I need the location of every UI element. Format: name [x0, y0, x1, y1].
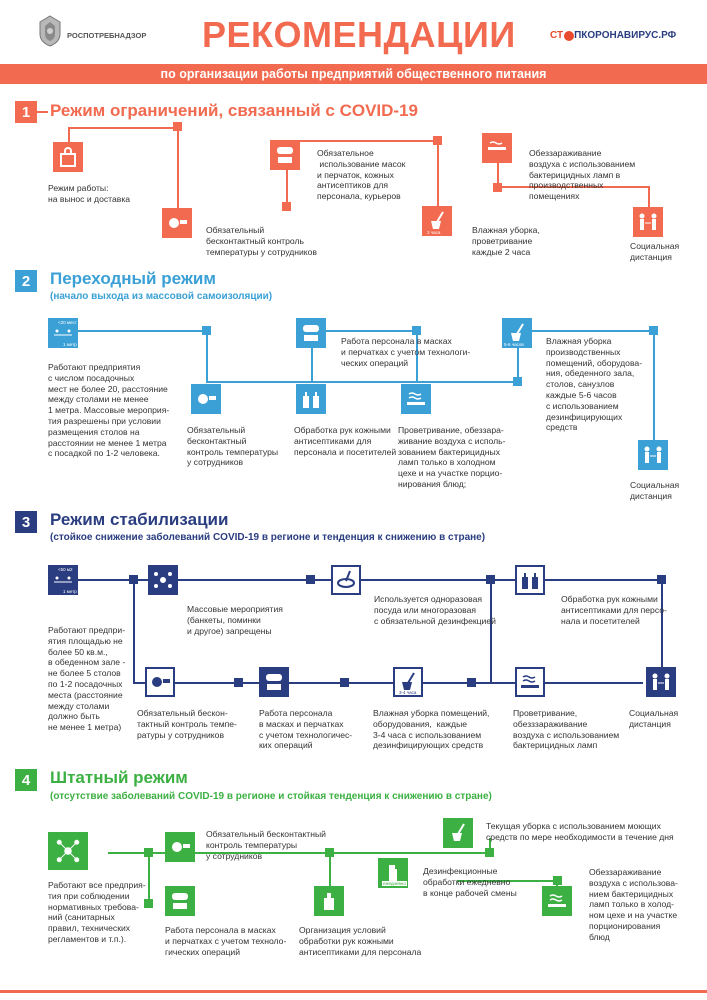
mask-gloves-icon: [270, 140, 300, 170]
text-masks: Работа персонала в масках и перчатках с учетом техноло- гических операций: [165, 925, 287, 957]
virus-icon: [564, 31, 574, 41]
divider: [37, 111, 48, 113]
section-number: 3: [15, 511, 37, 533]
text-wet-cleaning: Влажная уборка производственных помещений, оборудова- ния, обеденного зала, столов, санузлов каждые 5-6 часов с использованием дезинфицирующих средств: [546, 336, 643, 433]
text-temperature: Обязательный бескон- тактный контроль темпе- ратуры у сотрудников: [137, 708, 237, 740]
node: [485, 848, 494, 857]
text-work-mode: Режим работы: на вынос и доставка: [48, 183, 131, 204]
node: [553, 876, 562, 885]
uv-lamp-icon: [542, 886, 572, 916]
thermometer-icon: [145, 667, 175, 697]
node: [493, 183, 502, 192]
dishes-icon: [331, 565, 361, 595]
text-air: Обеззараживание воздуха с использованием бактерицидных ламп в производственных помещениях: [529, 148, 636, 202]
connector: [311, 330, 417, 332]
uv-lamp-icon: [482, 133, 512, 163]
subtitle-banner: [0, 64, 707, 84]
section-subtitle: (отсутствие заболеваний COVID-19 в регионе и стойкая тенденция к снижению в стране): [50, 791, 492, 802]
uv-lamp-icon: [401, 384, 431, 414]
text-dishes: Используется одноразовая посуда или многоразовая с обязательной дезинфекцией: [374, 594, 496, 626]
node: [340, 678, 349, 687]
icon-label: 3-4 часа: [399, 690, 417, 695]
social-distance-icon: [633, 207, 663, 237]
node: [657, 575, 666, 584]
node: [649, 326, 658, 335]
icon-label: <50 м2: [58, 567, 73, 572]
node: [282, 202, 291, 211]
sanitizer-icon: [296, 384, 326, 414]
text-air: Проветривание, обеззара- живание воздуха с исполь- зованием бактерицидных ламп только в холодном цехе и на участке порцио- нирования блюд;: [398, 425, 506, 489]
node: [234, 678, 243, 687]
text-events: Массовые мероприятия (банкеты, поминки и другое) запрещены: [187, 604, 283, 636]
thermometer-icon: [165, 832, 195, 862]
text-distance: Социальная дистанция: [629, 708, 679, 729]
text-current-cleaning: Текущая уборка с использованием моющих средств по мере необходимости в течение дня: [486, 821, 674, 842]
text-temperature: Обязательный бесконтактный контроль температуры у сотрудников: [206, 225, 317, 257]
node: [513, 377, 522, 386]
text-disinfection: Дезинфекционные обработки ежедневно в конце рабочей смены: [423, 866, 517, 898]
network-icon: [48, 832, 88, 870]
section-title: Режим стабилизации: [50, 510, 229, 529]
text-masks: Работа персонала в масках и перчатках с учетом технологи- ческих операций: [341, 336, 471, 368]
connector: [517, 330, 655, 332]
section-title: Переходный режим: [50, 269, 216, 288]
connector: [286, 140, 438, 142]
sanitizer-icon: [314, 886, 344, 916]
icon-label: ежедневно: [383, 881, 406, 886]
node: [202, 326, 211, 335]
text-hands: Обработка рук кожными антисептиками для персонала и посетителей: [294, 425, 397, 457]
text-hands: Организация условий обработки рук кожными антисептиками для персонала: [299, 925, 422, 957]
thermometer-icon: [191, 384, 221, 414]
text-air: Проветривание, обезззараживание воздуха с использованием бактерицидных ламп: [513, 708, 620, 751]
connector: [653, 330, 655, 440]
connector: [416, 381, 518, 383]
footer-line: [0, 990, 707, 993]
icon-label: 2 часа: [427, 230, 441, 235]
site-logo-pre: СТ: [550, 30, 564, 41]
icon-label: 1 метр: [63, 589, 77, 594]
mask-gloves-icon: [296, 318, 326, 348]
uv-lamp-icon: [515, 667, 545, 697]
text-distance: Социальная дистанция: [630, 480, 680, 501]
takeaway-bag-icon: [53, 142, 83, 172]
connector: [148, 852, 150, 903]
node: [325, 848, 334, 857]
connector: [133, 579, 135, 683]
node: [129, 575, 138, 584]
text-temperature: Обязательный бесконтактный контроль температуры у сотрудников: [206, 829, 326, 861]
text-wet-cleaning: Влажная уборка, проветривание каждые 2 часа: [472, 225, 540, 257]
mop-bucket-icon: [443, 818, 473, 848]
connector: [62, 330, 208, 332]
text-masks: Обязательное использование масок и перчаток, кожных антисептиков для персонала, курьеров: [317, 148, 406, 202]
subtitle-text: по организации работы предприятий общественного питания: [160, 67, 547, 81]
section-subtitle: (стойкое снижение заболеваний COVID-19 в регионе и тенденция к снижению в стране): [50, 532, 486, 543]
connector: [133, 682, 643, 684]
section-subtitle: (начало выхода из массовой самоизоляции): [50, 291, 273, 302]
section-number: 2: [15, 270, 37, 292]
section-title: Режим ограничений, связанный с COVID-19: [50, 101, 419, 120]
node: [412, 326, 421, 335]
node: [467, 678, 476, 687]
text-norms: Работают все предприя- тия при соблюдении нормативных требова- ний (санитарных правил, технических регламентов и т.п.).: [48, 880, 146, 944]
node: [173, 122, 182, 131]
text-hands: Обработка рук кожными антисептиками для персо- нала и посетителей: [561, 594, 667, 626]
emblem-icon: [36, 14, 64, 48]
icon-label: 1 метр: [63, 342, 77, 347]
text-distance: Социальная дистанция: [630, 241, 680, 262]
text-area: Работают предпри- ятия площадью не более 50 кв.м., в обеденном зале - не более 5 столов по 1-2 посадочных места (расстояние между столами должно быть не менее 1 метра): [48, 625, 126, 733]
text-temperature: Обязательный бесконтактный контроль температуры у сотрудников: [187, 425, 279, 468]
text-wet-cleaning: Влажная уборка помещений, оборудования, каждые 3-4 часа с использованием дезинфицирующих средств: [373, 708, 490, 751]
thermometer-icon: [162, 208, 192, 238]
connector: [68, 127, 178, 129]
agency-name: РОСПОТРЕБНАДЗОР: [67, 31, 147, 40]
text-air: Обеззараживание воздуха с использова- нием бактерицидных ламп только в холод- ном цехе и на участке порционирования блюд: [589, 867, 678, 942]
connector: [206, 330, 208, 382]
mask-gloves-icon: [165, 886, 195, 916]
site-logo-post: ПКОРОНАВИРУС.РФ: [574, 30, 677, 41]
section-number: 4: [15, 769, 37, 791]
section-title: Штатный режим: [50, 768, 188, 787]
node: [144, 848, 153, 857]
page-title: РЕКОМЕНДАЦИИ: [202, 14, 516, 55]
mask-gloves-icon: [259, 667, 289, 697]
crowd-icon: [148, 565, 178, 595]
icon-label: <20 мест: [58, 320, 77, 325]
node: [486, 575, 495, 584]
node: [433, 136, 442, 145]
text-seats: Работают предприятия с числом посадочных мест не более 20, расстояние между столами не менее 1 метра. Массовые мероприя- тия разрешены при условии размещения столов на расстоянии не менее 1 метра с посадкой по 1-2 человека.: [48, 362, 170, 459]
social-distance-icon: [638, 440, 668, 470]
site-logo: [550, 30, 676, 41]
social-distance-icon: [646, 667, 676, 697]
icon-label: 5-6 часов: [504, 342, 524, 347]
text-masks: Работа персонала в масках и перчатках с учетом технологичес- ких операций: [259, 708, 353, 751]
section-number: 1: [15, 101, 37, 123]
sanitizer-icon: [515, 565, 545, 595]
node: [306, 575, 315, 584]
